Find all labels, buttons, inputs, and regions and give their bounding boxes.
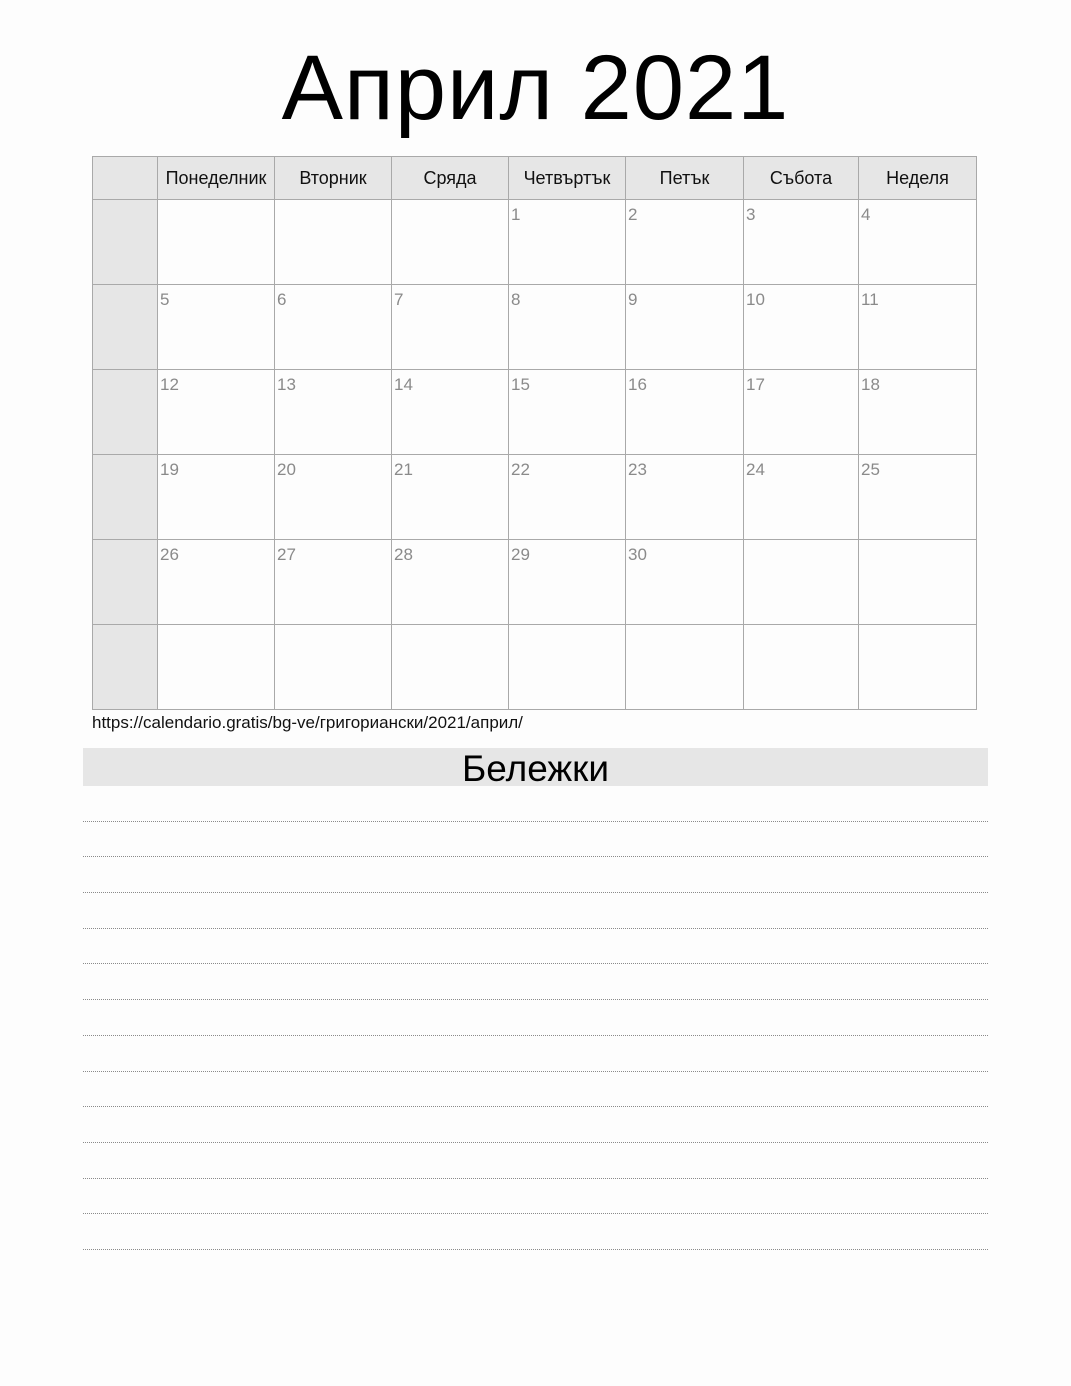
note-line [83, 1214, 988, 1250]
day-cell [158, 540, 275, 625]
note-line [83, 1072, 988, 1108]
day-number: 10 [746, 290, 765, 309]
day-cell [158, 455, 275, 540]
day-cell [859, 540, 977, 625]
day-number [392, 200, 508, 205]
notes-lines [83, 786, 988, 1250]
note-line [83, 786, 988, 822]
day-number: 7 [394, 290, 404, 309]
note-line [83, 1036, 988, 1072]
day-cell [392, 625, 509, 710]
day-number: 26 [160, 545, 179, 564]
day-cell [744, 200, 859, 285]
note-line [83, 893, 988, 929]
day-number [859, 540, 976, 545]
day-number: 23 [628, 460, 647, 479]
day-number [392, 625, 508, 630]
day-cell [509, 370, 626, 455]
weekday-header-row [93, 157, 977, 200]
week-number-header [93, 157, 158, 200]
day-cell [509, 200, 626, 285]
day-number: 3 [746, 205, 756, 224]
day-cell [275, 455, 392, 540]
day-number: 2 [628, 205, 638, 224]
note-line [83, 1179, 988, 1215]
day-cell [275, 540, 392, 625]
day-cell [626, 285, 744, 370]
day-cell [859, 625, 977, 710]
day-number: 29 [511, 545, 530, 564]
day-number: 4 [861, 205, 871, 224]
note-line [83, 964, 988, 1000]
day-cell [509, 455, 626, 540]
day-number [158, 625, 274, 630]
day-number [744, 625, 858, 630]
weekday-header: Четвъртък [509, 157, 626, 200]
day-number: 25 [861, 460, 880, 479]
weekday-header: Понеделник [158, 157, 275, 200]
week-number-cell [93, 370, 158, 455]
day-number: 12 [160, 375, 179, 394]
day-cell [275, 200, 392, 285]
day-number: 14 [394, 375, 413, 394]
day-number: 15 [511, 375, 530, 394]
week-number-cell [93, 285, 158, 370]
week-row [93, 625, 977, 710]
day-number: 18 [861, 375, 880, 394]
day-number: 6 [277, 290, 287, 309]
notes-heading: Бележки [83, 748, 988, 786]
day-cell [744, 540, 859, 625]
day-cell [744, 285, 859, 370]
note-line [83, 1000, 988, 1036]
week-number-cell [93, 455, 158, 540]
month-title: Април 2021 [281, 37, 790, 139]
day-number: 8 [511, 290, 521, 309]
day-number [275, 200, 391, 205]
day-cell [509, 285, 626, 370]
day-cell [744, 455, 859, 540]
day-number [275, 625, 391, 630]
weekday-header: Вторник [275, 157, 392, 200]
day-cell [392, 370, 509, 455]
day-cell [158, 370, 275, 455]
day-number [626, 625, 743, 630]
weekday-header: Събота [744, 157, 859, 200]
week-row [93, 200, 977, 285]
day-number [509, 625, 625, 630]
day-cell [275, 625, 392, 710]
day-number: 13 [277, 375, 296, 394]
day-number: 16 [628, 375, 647, 394]
note-line [83, 857, 988, 893]
day-cell [158, 200, 275, 285]
day-number: 27 [277, 545, 296, 564]
day-cell [859, 285, 977, 370]
day-cell [158, 625, 275, 710]
day-number: 11 [861, 290, 879, 309]
day-number [744, 540, 858, 545]
week-row [93, 370, 977, 455]
day-cell [158, 285, 275, 370]
day-cell [509, 625, 626, 710]
week-row [93, 455, 977, 540]
day-cell [509, 540, 626, 625]
day-cell [859, 200, 977, 285]
day-cell [275, 285, 392, 370]
week-number-cell [93, 540, 158, 625]
calendar-grid [92, 156, 977, 710]
day-number: 22 [511, 460, 530, 479]
note-line [83, 1143, 988, 1179]
day-number: 17 [746, 375, 765, 394]
day-cell [392, 200, 509, 285]
day-number: 28 [394, 545, 413, 564]
source-url: https://calendario.gratis/bg-ve/григориански/2021/април/ [92, 713, 523, 732]
day-cell [859, 370, 977, 455]
day-cell [626, 625, 744, 710]
day-cell [859, 455, 977, 540]
week-number-cell [93, 200, 158, 285]
day-number: 19 [160, 460, 179, 479]
week-number-cell [93, 625, 158, 710]
day-cell [744, 370, 859, 455]
day-number: 1 [511, 205, 521, 224]
day-cell [626, 370, 744, 455]
day-cell [275, 370, 392, 455]
note-line [83, 1107, 988, 1143]
weekday-header: Петък [626, 157, 744, 200]
day-cell [744, 625, 859, 710]
day-cell [392, 285, 509, 370]
note-line [83, 929, 988, 965]
day-number: 9 [628, 290, 638, 309]
day-number [158, 200, 274, 205]
day-cell [392, 540, 509, 625]
weekday-header: Сряда [392, 157, 509, 200]
week-row [93, 540, 977, 625]
day-cell [626, 455, 744, 540]
day-cell [626, 540, 744, 625]
day-cell [392, 455, 509, 540]
day-number: 5 [160, 290, 170, 309]
week-row [93, 285, 977, 370]
day-number: 30 [628, 545, 647, 564]
note-line [83, 822, 988, 858]
weekday-header: Неделя [859, 157, 977, 200]
day-number: 21 [394, 460, 413, 479]
day-cell [626, 200, 744, 285]
day-number: 20 [277, 460, 296, 479]
day-number: 24 [746, 460, 765, 479]
day-number [859, 625, 976, 630]
